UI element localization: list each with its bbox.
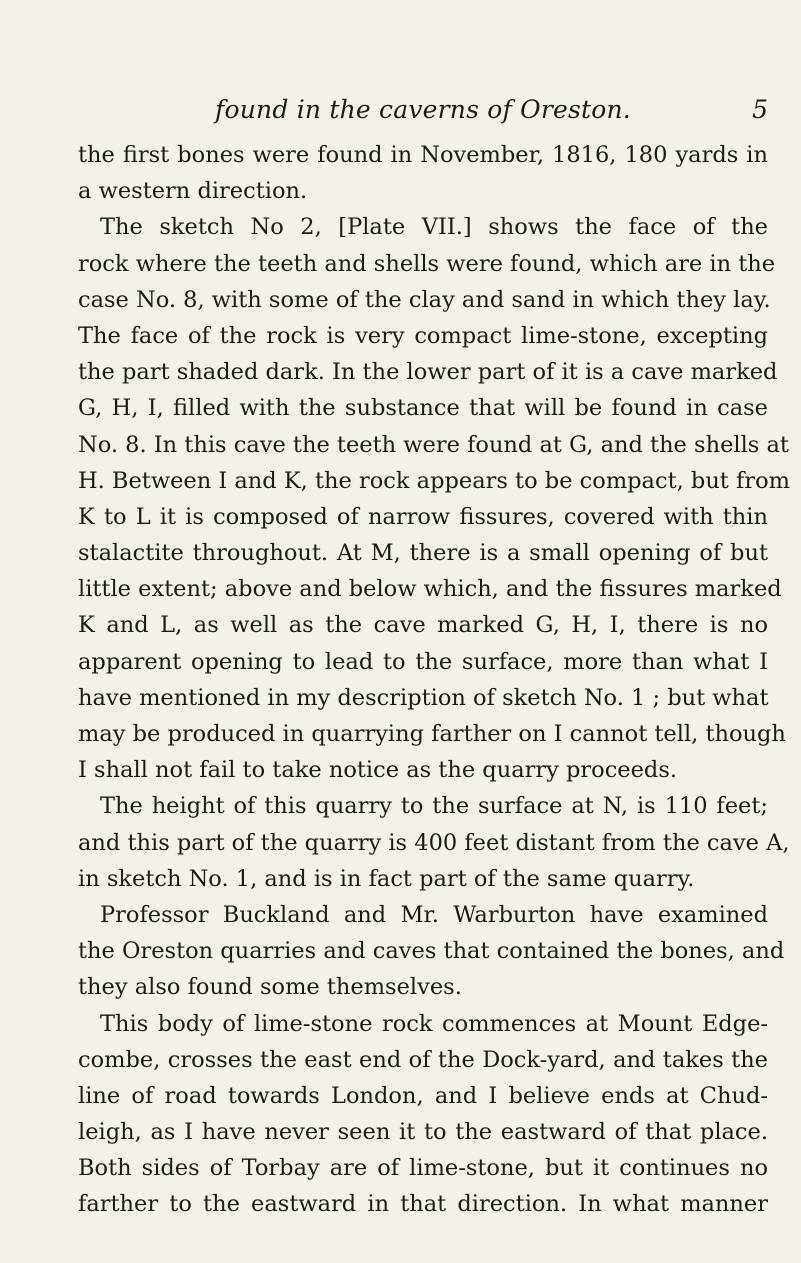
text-line: farther to the eastward in that direction. In what manner: [78, 1191, 768, 1218]
text-line: may be produced in quarrying farther on I cannot tell, though: [78, 721, 786, 747]
text-line: combe, crosses the east end of the Dock-yard, and takes the: [78, 1046, 768, 1073]
text-line: This body of lime-stone rock commences at Mount Edge-: [100, 1010, 768, 1037]
running-head: [78, 95, 768, 135]
text-line: they also found some themselves.: [78, 974, 462, 1001]
text-line: the first bones were found in November, 1816, 180 yards in: [78, 142, 768, 168]
text-line: Professor Buckland and Mr. Warburton have examined: [100, 901, 768, 928]
text-line: The height of this quarry to the surface at N, is 110 feet;: [100, 793, 768, 820]
text-line: leigh, as I have never seen it to the eastward of that place.: [78, 1119, 768, 1146]
text-line: line of road towards London, and I believe ends at Chud-: [78, 1082, 768, 1109]
text-line: apparent opening to lead to the surface, more than what I: [78, 648, 768, 675]
text-line: rock where the teeth and shells were found, which are in the: [78, 250, 776, 277]
text-line: H. Between I and K, the rock appears to be compact, but from: [78, 467, 790, 494]
text-line: little extent; above and below which, and the fissures marked: [78, 576, 782, 603]
running-title: found in the caverns of Oreston.: [215, 95, 631, 124]
text-line: I shall not fail to take notice as the quarry proceeds.: [78, 757, 678, 784]
text-line: K to L it is composed of narrow fissures, covered with thin: [78, 503, 768, 530]
body-text: [78, 137, 790, 1223]
text-line: the part shaded dark. In the lower part of it is a cave marked: [78, 359, 778, 386]
text-line: in sketch No. 1, and is in fact part of the same quarry.: [78, 865, 695, 892]
text-line: The face of the rock is very compact lime-stone, excepting: [78, 322, 768, 349]
text-line: have mentioned in my description of sketch No. 1 ; but what: [78, 684, 769, 711]
text-line: G, H, I, filled with the substance that will be found in case: [78, 395, 768, 422]
text-line: The sketch No 2, [Plate VII.] shows the face of the: [100, 214, 768, 241]
text-line: No. 8. In this cave the teeth were found at G, and the shells at: [78, 431, 789, 458]
page-number: 5: [752, 95, 768, 124]
text-line: the Oreston quarries and caves that contained the bones, and: [78, 938, 785, 965]
text-line: a western direction.: [78, 178, 308, 205]
text-line: case No. 8, with some of the clay and sand in which they lay.: [78, 286, 771, 313]
text-line: and this part of the quarry is 400 feet distant from the cave A,: [78, 829, 790, 856]
text-line: Both sides of Torbay are of lime-stone, but it continues no: [78, 1155, 768, 1182]
text-line: K and L, as well as the cave marked G, H, I, there is no: [78, 612, 768, 639]
text-line: stalactite throughout. At M, there is a small opening of but: [78, 540, 768, 567]
